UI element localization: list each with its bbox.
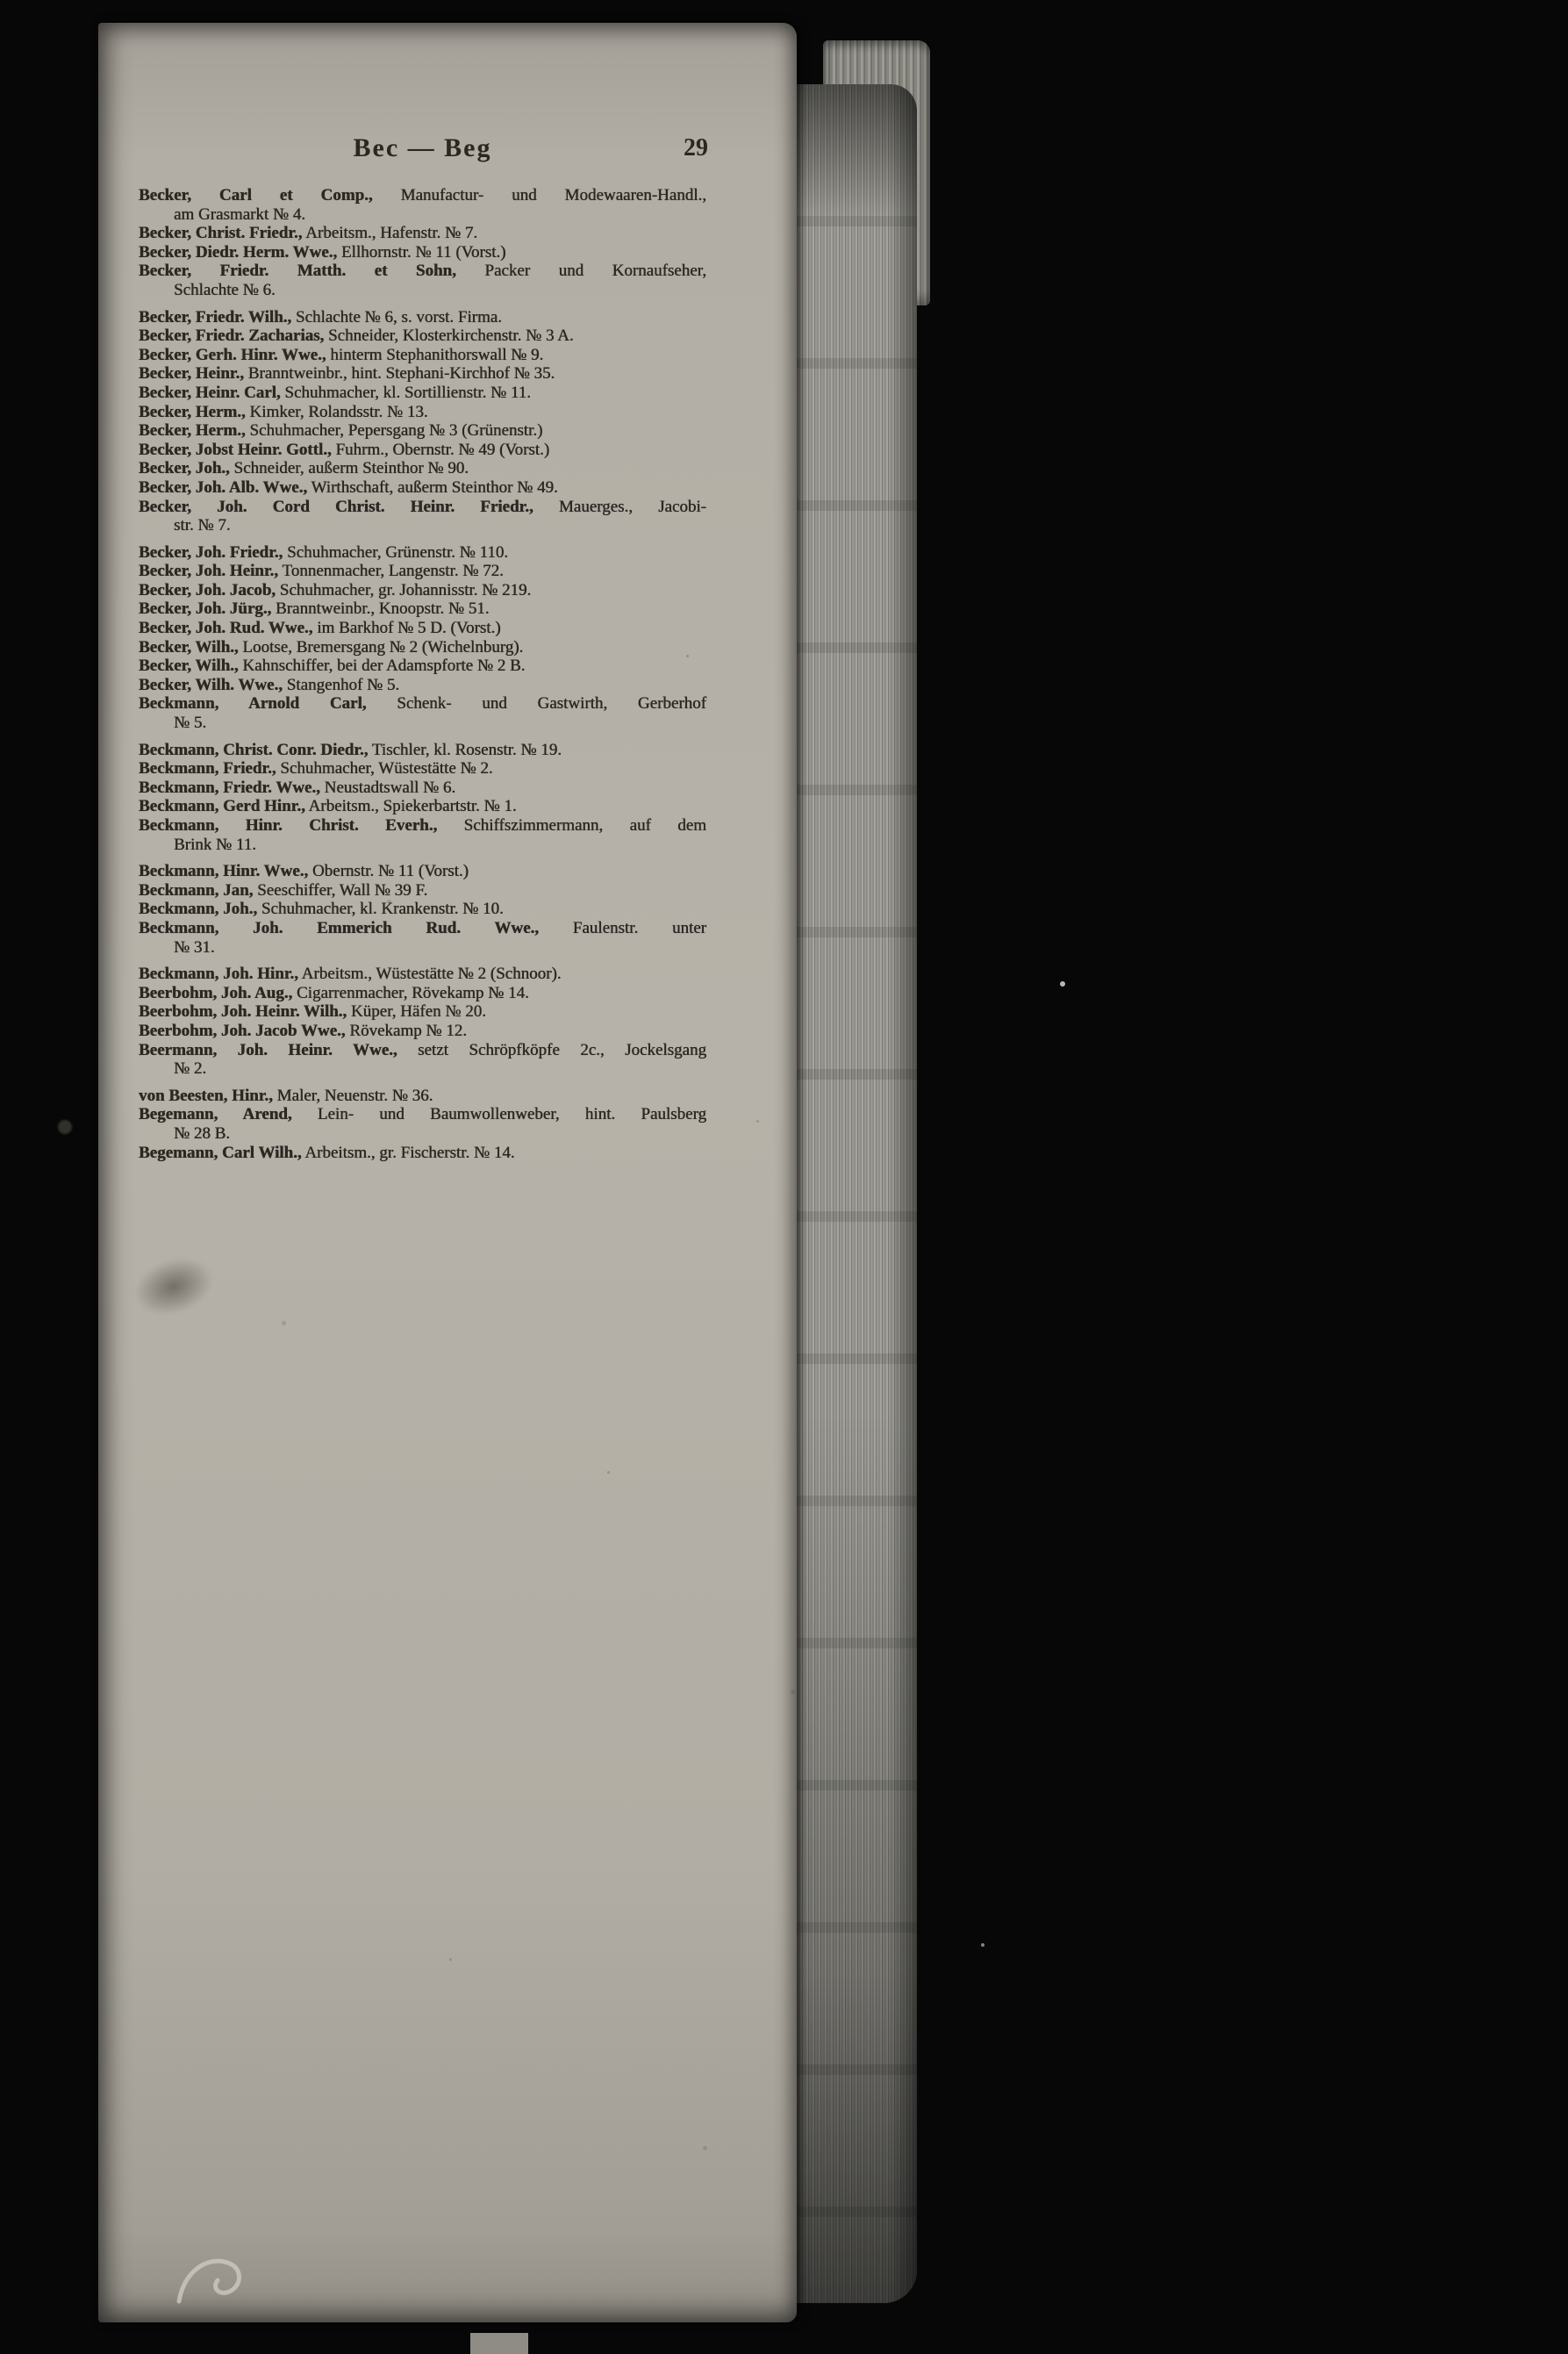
entry-continuation: № 2. <box>174 1059 207 1079</box>
entry-name: Becker, Joh. Jürg., <box>139 599 272 619</box>
directory-entry <box>139 543 706 563</box>
directory-entry <box>139 657 706 676</box>
entry-name: Beermann, Joh. Heinr. Wwe., <box>139 1040 397 1059</box>
entry-name: Becker, Herm., <box>139 402 246 421</box>
entry-line: Begemann, Carl Wilh., Arbeitsm., gr. Fischerstr. № 14. <box>139 1143 515 1162</box>
directory-entry <box>139 619 706 638</box>
entry-line: Beermann, Joh. Heinr. Wwe., setzt Schröpfköpfe 2c., Jockelsgang <box>139 1040 706 1059</box>
entry-name: Beckmann, Jan, <box>139 880 254 900</box>
entry-name: von Beesten, Hinr., <box>139 1086 273 1105</box>
entry-line: Becker, Wilh. Wwe., Stangenhof № 5. <box>139 675 400 694</box>
entry-line: Becker, Joh. Friedr., Schuhmacher, Grünenstr. № 110. <box>139 542 509 562</box>
entry-line: Becker, Wilh., Kahnschiffer, bei der Adamspforte № 2 B. <box>139 657 526 676</box>
entry-line: Beckmann, Jan, Seeschiffer, Wall № 39 F. <box>139 880 428 900</box>
entry-line: Becker, Herm., Schuhmacher, Pepersgang № 3 (Grünenstr.) <box>139 421 543 441</box>
entry-name: Becker, Joh. Cord Christ. Heinr. Friedr., <box>139 497 533 516</box>
book-page <box>98 23 797 2322</box>
entry-line: Beckmann, Joh. Emmerich Rud. Wwe., Faulenstr. unter <box>139 918 707 937</box>
entry-name: Becker, Joh. Heinr., <box>139 562 279 581</box>
directory-entry <box>139 816 706 854</box>
entry-name: Beckmann, Joh. Hinr., <box>139 965 298 984</box>
directory-entry <box>139 1105 706 1143</box>
entry-name: Becker, Wilh., <box>139 657 239 676</box>
directory-entry <box>139 441 706 460</box>
entry-name: Begemann, Carl Wilh., <box>139 1143 302 1162</box>
directory-entry <box>139 403 706 422</box>
book-fore-edge <box>792 84 917 2303</box>
entry-line: Becker, Joh. Rud. Wwe., im Barkhof № 5 D. (Vorst.) <box>139 619 501 638</box>
page-header <box>139 133 706 167</box>
entry-line: Becker, Heinr., Branntweinbr., hint. Stephani-Kirchhof № 35. <box>139 364 555 384</box>
entry-line: Becker, Joh. Jacob, Schuhmacher, gr. Johannisstr. № 219. <box>139 580 532 599</box>
entry-line: Beerbohm, Joh. Aug., Cigarrenmacher, Rövekamp № 14. <box>139 983 529 1002</box>
directory-entry <box>139 186 706 224</box>
entry-name: Becker, Friedr. Matth. et Sohn, <box>139 262 456 281</box>
page-content <box>98 23 797 1162</box>
directory-entries <box>139 186 706 1162</box>
entry-name: Becker, Jobst Heinr. Gottl., <box>139 440 332 459</box>
entry-line: Becker, Gerh. Hinr. Wwe., hinterm Stephanithorswall № 9. <box>139 345 544 364</box>
directory-entry <box>139 862 706 881</box>
entry-continuation: Brink № 11. <box>174 835 256 854</box>
entry-name: Becker, Friedr. Zacharias, <box>139 327 325 346</box>
directory-entry <box>139 1041 706 1079</box>
entry-line: Becker, Carl et Comp., Manufactur- und Modewaaren-Handl., <box>139 186 706 205</box>
entry-continuation: str. № 7. <box>174 516 231 535</box>
ink-smudge <box>125 1247 222 1327</box>
entry-continuation: № 31. <box>174 937 215 957</box>
entry-name: Beerbohm, Joh. Heinr. Wilh., <box>139 1002 347 1022</box>
entry-line: Becker, Joh. Alb. Wwe., Wirthschaft, außerm Steinthor № 49. <box>139 477 558 497</box>
directory-entry <box>139 759 706 779</box>
entry-name: Beckmann, Hinr. Christ. Everh., <box>139 816 438 835</box>
entry-line: Becker, Joh., Schneider, außerm Steinthor № 90. <box>139 459 469 478</box>
entry-line: Becker, Christ. Friedr., Arbeitsm., Hafenstr. № 7. <box>139 224 478 243</box>
directory-entry <box>139 779 706 798</box>
entry-name: Becker, Heinr., <box>139 364 244 384</box>
directory-entry <box>139 327 706 346</box>
directory-entry <box>139 1022 706 1041</box>
directory-entry <box>139 562 706 581</box>
entry-line: Becker, Joh. Cord Christ. Heinr. Friedr., Mauerges., Jacobi- <box>139 497 706 516</box>
directory-entry <box>139 498 706 535</box>
entry-name: Becker, Joh. Friedr., <box>139 542 283 562</box>
directory-entry <box>139 741 706 760</box>
directory-entry <box>139 900 706 919</box>
entry-name: Becker, Joh. Rud. Wwe., <box>139 619 313 638</box>
entry-name: Beckmann, Friedr. Wwe., <box>139 778 320 797</box>
entry-name: Beckmann, Joh. Emmerich Rud. Wwe., <box>139 918 540 937</box>
entry-line: Becker, Friedr. Matth. et Sohn, Packer und Kornaufseher, <box>139 262 706 281</box>
directory-entry <box>139 308 706 327</box>
entry-line: Becker, Heinr. Carl, Schuhmacher, kl. Sortillienstr. № 11. <box>139 383 531 402</box>
entry-name: Becker, Wilh., <box>139 637 239 657</box>
entry-line: Becker, Joh. Jürg., Branntweinbr., Knoopstr. № 51. <box>139 599 490 619</box>
directory-entry <box>139 364 706 384</box>
entry-name: Becker, Wilh. Wwe., <box>139 675 283 694</box>
thread-artifact <box>167 2243 254 2314</box>
directory-entry <box>139 262 706 299</box>
entry-name: Beckmann, Arnold Carl, <box>139 694 367 714</box>
entry-line: Beckmann, Gerd Hinr., Arbeitsm., Spiekerbartstr. № 1. <box>139 797 517 816</box>
entry-name: Becker, Herm., <box>139 421 246 441</box>
entry-line: Beerbohm, Joh. Heinr. Wilh., Küper, Häfen № 20. <box>139 1002 486 1022</box>
entry-name: Becker, Friedr. Wilh., <box>139 307 292 327</box>
entry-continuation: № 28 B. <box>174 1123 231 1143</box>
entry-continuation: am Grasmarkt № 4. <box>174 205 306 224</box>
entry-line: Beckmann, Arnold Carl, Schenk- und Gastwirth, Gerberhof <box>139 694 706 714</box>
directory-entry <box>139 421 706 441</box>
entry-line: Becker, Herm., Kimker, Rolandsstr. № 13. <box>139 402 428 421</box>
page-number: 29 <box>684 134 708 161</box>
entry-line: Beckmann, Friedr. Wwe., Neustadtswall № 6. <box>139 778 456 797</box>
directory-entry <box>139 599 706 619</box>
directory-entry <box>139 797 706 816</box>
entry-name: Becker, Diedr. Herm. Wwe., <box>139 242 338 262</box>
entry-line: Becker, Friedr. Zacharias, Schneider, Klosterkirchenstr. № 3 A. <box>139 327 574 346</box>
entry-name: Beckmann, Christ. Conr. Diedr., <box>139 740 369 759</box>
entry-name: Becker, Christ. Friedr., <box>139 224 303 243</box>
directory-entry <box>139 478 706 498</box>
entry-line: Becker, Diedr. Herm. Wwe., Ellhornstr. № 11 (Vorst.) <box>139 242 506 262</box>
directory-entry <box>139 1087 706 1106</box>
photo-speck <box>981 1943 984 1947</box>
directory-entry <box>139 919 706 957</box>
entry-line: Becker, Wilh., Lootse, Bremersgang № 2 (Wichelnburg). <box>139 637 524 657</box>
entry-line: von Beesten, Hinr., Maler, Neuenstr. № 36. <box>139 1086 433 1105</box>
directory-entry <box>139 243 706 262</box>
directory-entry <box>139 459 706 478</box>
entry-line: Beckmann, Joh., Schuhmacher, kl. Krankenstr. № 10. <box>139 900 504 919</box>
entry-name: Beckmann, Joh., <box>139 900 258 919</box>
entry-name: Becker, Carl et Comp., <box>139 186 373 205</box>
entry-name: Beckmann, Friedr., <box>139 759 276 779</box>
directory-entry <box>139 224 706 243</box>
directory-entry <box>139 1144 706 1163</box>
entry-continuation: Schlachte № 6. <box>174 280 276 299</box>
entry-line: Becker, Jobst Heinr. Gottl., Fuhrm., Obernstr. № 49 (Vorst.) <box>139 440 550 459</box>
directory-entry <box>139 384 706 403</box>
entry-line: Becker, Joh. Heinr., Tonnenmacher, Langenstr. № 72. <box>139 562 504 581</box>
directory-entry <box>139 881 706 901</box>
directory-entry <box>139 346 706 365</box>
entry-name: Becker, Joh., <box>139 459 230 478</box>
entry-name: Becker, Gerh. Hinr. Wwe., <box>139 345 326 364</box>
entry-line: Beckmann, Hinr. Wwe., Obernstr. № 11 (Vorst.) <box>139 862 469 881</box>
directory-entry <box>139 676 706 695</box>
directory-entry <box>139 581 706 600</box>
entry-name: Beckmann, Gerd Hinr., <box>139 797 305 816</box>
section-range: Bec — Beg <box>353 133 492 162</box>
entry-name: Beerbohm, Joh. Aug., <box>139 983 293 1002</box>
photo-speck <box>1060 981 1065 987</box>
entry-line: Beckmann, Hinr. Christ. Everh., Schiffszimmermann, auf dem <box>139 816 706 835</box>
margin-smudge-dot <box>58 1120 72 1134</box>
directory-entry <box>139 984 706 1003</box>
entry-line: Beckmann, Friedr., Schuhmacher, Wüstestätte № 2. <box>139 759 493 779</box>
entry-name: Becker, Joh. Jacob, <box>139 580 276 599</box>
entry-name: Becker, Joh. Alb. Wwe., <box>139 477 308 497</box>
entry-continuation: № 5. <box>174 714 207 733</box>
entry-line: Beckmann, Joh. Hinr., Arbeitsm., Wüstestätte № 2 (Schnoor). <box>139 965 562 984</box>
directory-entry <box>139 694 706 732</box>
entry-line: Beerbohm, Joh. Jacob Wwe., Rövekamp № 12. <box>139 1021 468 1040</box>
directory-entry <box>139 1002 706 1022</box>
entry-name: Begemann, Arend, <box>139 1105 292 1124</box>
fore-edge-shading <box>792 84 917 2303</box>
photo-bottom-notch <box>470 2333 528 2354</box>
entry-name: Beerbohm, Joh. Jacob Wwe., <box>139 1021 346 1040</box>
entry-line: Begemann, Arend, Lein- und Baumwollenweber, hint. Paulsberg <box>139 1105 706 1124</box>
entry-line: Becker, Friedr. Wilh., Schlachte № 6, s. vorst. Firma. <box>139 307 502 327</box>
directory-entry <box>139 965 706 984</box>
entry-line: Beckmann, Christ. Conr. Diedr., Tischler, kl. Rosenstr. № 19. <box>139 740 562 759</box>
directory-entry <box>139 638 706 657</box>
entry-name: Becker, Heinr. Carl, <box>139 383 281 402</box>
entry-name: Beckmann, Hinr. Wwe., <box>139 862 309 881</box>
